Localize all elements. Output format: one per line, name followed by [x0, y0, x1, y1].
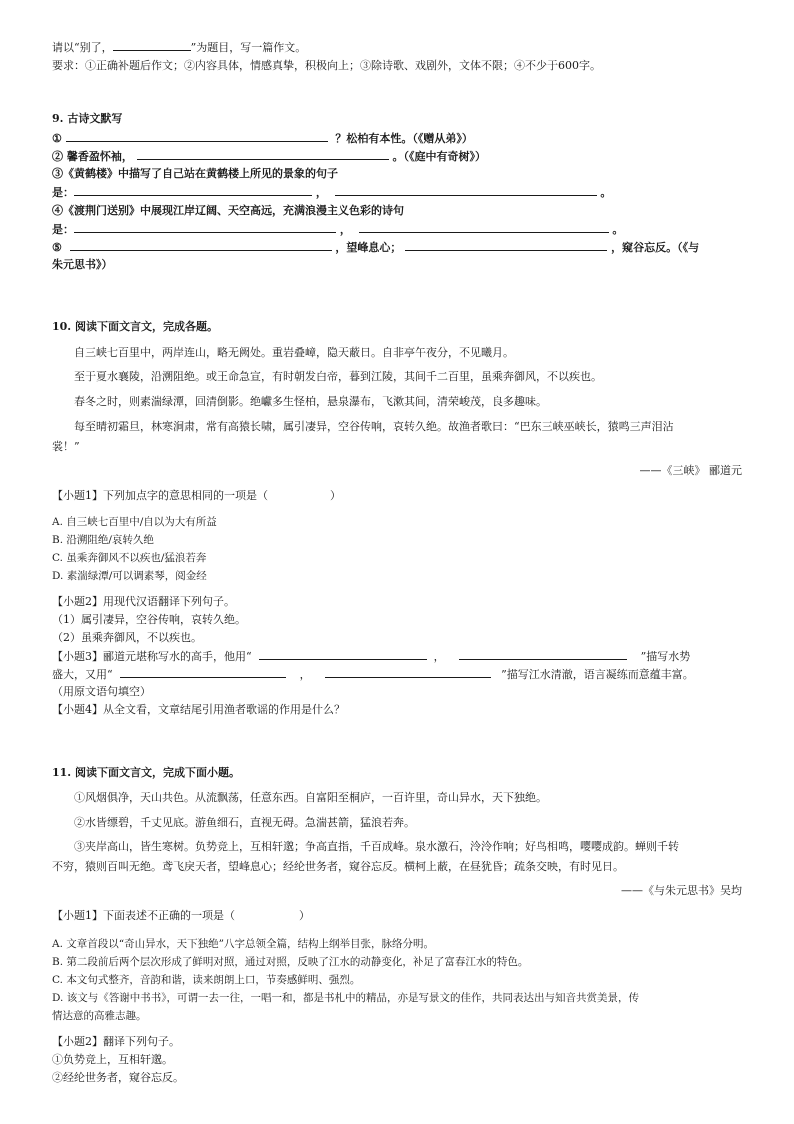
q10-sub3-line1: [52, 649, 690, 664]
q9-blank-3b[interactable]: [335, 185, 597, 196]
q10-sub1-stem: [52, 489, 341, 503]
translation-item: ①负势竞上，互相轩邈。: [52, 1053, 173, 1066]
q9-blank-1[interactable]: [66, 131, 328, 142]
item-text: ，窥谷忘反。（《与: [611, 241, 700, 254]
q10-sub3-note: （用原文语句填空）: [52, 685, 151, 698]
item-text: 。: [600, 186, 612, 199]
item-text: 。: [612, 223, 624, 236]
q10-sub4-stem: 【小题4】从全文看，文章结尾引用渔者歌谣的作用是什么？: [52, 703, 345, 716]
item-text: 是：: [52, 186, 74, 199]
q10-blank-a[interactable]: [259, 649, 427, 660]
option-b[interactable]: B. 沿溯阻绝/哀转久绝: [52, 534, 154, 546]
q9-title: 9. 古诗文默写: [52, 112, 123, 125]
q9-item-3-answer: [52, 185, 611, 200]
option-c[interactable]: C. 虽乘奔御风不以疾也/猛浪若奔: [52, 552, 207, 564]
passage-paragraph: 每至晴初霜旦，林寒涧肃，常有高猿长啸，属引凄异，空谷传响，哀转久绝。故渔者歌曰：“巴东三峡巫峡长，猿鸣三声泪沾: [74, 420, 674, 433]
option-c[interactable]: C. 本文句式整齐，音韵和谐，读来朗朗上口，节奏感鲜明、强烈。: [52, 974, 361, 986]
question-text: ”描写江水清澈，语言凝练而意蕴丰富。: [501, 668, 694, 681]
passage-paragraph: 至于夏水襄陵，沿溯阻绝。或王命急宣，有时朝发白帝，暮到江陵，其间千二百里，虽乘奔御风，不以疾也。: [74, 370, 602, 383]
option-b[interactable]: B. 第二段前后两个层次形成了鲜明对照，通过对照，反映了江水的动静变化，补足了富春江水的特色。: [52, 956, 529, 968]
q9-item-4-prompt: ④《渡荆门送别》中展现江岸辽阔、天空高远，充满浪漫主义色彩的诗句: [52, 204, 404, 217]
q9-blank-5b[interactable]: [405, 240, 607, 251]
passage-paragraph: ②水皆缥碧，千丈见底。游鱼细石，直视无碍。急湍甚箭，猛浪若奔。: [74, 816, 415, 829]
question-text: ”描写水势: [640, 650, 691, 663]
q9-item-5-cont: 朱元思书》）: [52, 258, 113, 271]
item-text: ，: [339, 223, 351, 236]
q11-sub2-stem: 【小题2】翻译下列句子。: [52, 1035, 180, 1048]
essay-prompt-text: 请以“别了，: [52, 41, 113, 54]
q9-blank-2[interactable]: [137, 149, 389, 160]
q10-sub3-line2: [52, 667, 694, 682]
question-text: ）: [330, 489, 341, 502]
q9-blank-4b[interactable]: [359, 222, 609, 233]
q9-item-2: [52, 149, 486, 164]
passage-paragraph: ①风烟俱净，天山共色。从流飘荡，任意东西。自富阳至桐庐，一百许里，奇山异水，天下独绝。: [74, 791, 547, 804]
essay-requirements: 要求：①正确补题后作文；②内容具体，情感真挚，积极向上；③除诗歌、戏剧外，文体不限；④不少于600字。: [52, 59, 601, 72]
question-text: ）: [299, 909, 310, 922]
passage-source: ——《与朱元思书》吴均: [621, 884, 742, 897]
q10-blank-c[interactable]: [120, 667, 286, 678]
option-d[interactable]: D. 该文与《答谢中书书》，可谓一去一往，一唱一和，都是书札中的精品，亦是写景文的佳作，共同表达出与知音共赏美景，传: [52, 992, 639, 1004]
question-text: 【小题1】下面表述不正确的一项是（: [52, 909, 235, 922]
essay-prompt: [52, 40, 306, 55]
q9-item-1: [52, 131, 473, 146]
item-marker: ①: [52, 132, 62, 145]
question-text: ，: [433, 650, 445, 663]
q9-blank-3a[interactable]: [74, 185, 312, 196]
passage-paragraph: 自三峡七百里中，两岸连山，略无阙处。重岩叠嶂，隐天蔽日。自非亭午夜分，不见曦月。: [74, 346, 514, 359]
item-text: ② 馨香盈怀袖，: [52, 150, 133, 163]
translation-item: （2）虽乘奔御风，不以疾也。: [52, 631, 202, 644]
q10-blank-b[interactable]: [459, 649, 627, 660]
item-text: ？松柏有本性。（《赠从弟》）: [335, 132, 473, 145]
passage-paragraph-cont: 裳！”: [52, 440, 80, 453]
essay-prompt-text-end: ”为题目，写一篇作文。: [190, 41, 307, 54]
q11-sub1-stem: [52, 909, 310, 923]
item-text: ，望峰息心；: [335, 241, 402, 254]
option-d-cont: 情达意的高雅志趣。: [52, 1010, 147, 1022]
passage-paragraph: 春冬之时，则素湍绿潭，回清倒影。绝巘多生怪柏，悬泉瀑布，飞漱其间，清荣峻茂，良多趣味。: [74, 395, 547, 408]
translation-item: （1）属引凄异，空谷传响，哀转久绝。: [52, 613, 246, 626]
translation-item: ②经纶世务者，窥谷忘反。: [52, 1071, 184, 1084]
q10-title: 10. 阅读下面文言文，完成各题。: [52, 320, 218, 333]
item-marker: ⑤: [52, 241, 62, 254]
passage-paragraph-cont: 不穷，猿则百叫无绝。鸢飞戾天者，望峰息心；经纶世务者，窥谷忘反。横柯上蔽，在昼犹昏；疏条交映，有时见日。: [52, 860, 624, 873]
option-a[interactable]: A. 自三峡七百里中/自以为大有所益: [52, 516, 217, 528]
passage-paragraph: ③夹岸高山，皆生寒树。负势竞上，互相轩邈；争高直指，千百成峰。泉水激石，泠泠作响；好鸟相鸣，嘤嘤成韵。蝉则千转: [74, 840, 679, 853]
item-text: ，: [315, 186, 327, 199]
question-text: ，: [299, 668, 311, 681]
q10-sub2-stem: 【小题2】用现代汉语翻译下列句子。: [52, 595, 235, 608]
item-text: 。（《庭中有奇树》）: [392, 150, 487, 163]
question-text: 【小题1】下列加点字的意思相同的一项是（: [52, 489, 268, 502]
option-a[interactable]: A. 文章首段以“奇山异水，天下独绝”八字总领全篇，结构上纲举目张，脉络分明。: [52, 938, 434, 950]
essay-title-blank[interactable]: [113, 40, 191, 51]
item-text: 是：: [52, 223, 74, 236]
q9-item-4-answer: [52, 222, 623, 237]
question-text: 【小题3】郦道元堪称写水的高手，他用“: [52, 650, 252, 663]
q9-item-5: [52, 240, 699, 255]
q9-blank-4a[interactable]: [74, 222, 336, 233]
q9-blank-5a[interactable]: [70, 240, 332, 251]
question-text: 盛大，又用“: [52, 668, 113, 681]
q9-item-3-prompt: ③《黄鹤楼》中描写了自己站在黄鹤楼上所见的景象的句子: [52, 167, 338, 180]
passage-source: ——《三峡》 郦道元: [639, 464, 742, 477]
q11-title: 11. 阅读下面文言文，完成下面小题。: [52, 766, 240, 779]
option-d[interactable]: D. 素湍绿潭/可以调素琴，阅金经: [52, 570, 207, 582]
q10-blank-d[interactable]: [325, 667, 491, 678]
